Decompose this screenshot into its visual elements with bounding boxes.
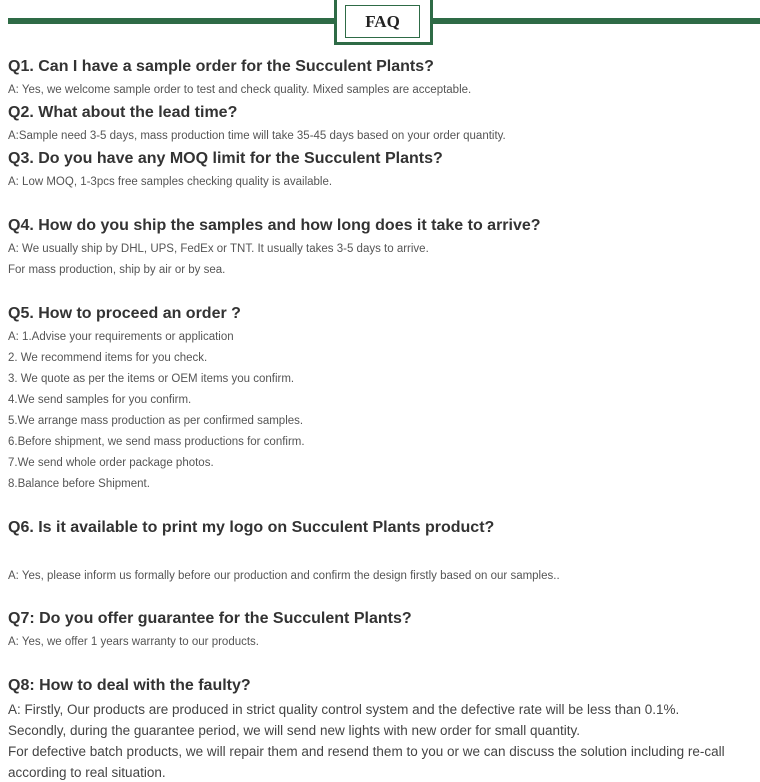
- faq-answer-1-line-1: A: Yes, we welcome sample order to test and check quality. Mixed samples are acceptable.: [8, 84, 472, 96]
- faq-answer-5-line-3: 3. We quote as per the items or OEM items you confirm.: [8, 373, 295, 385]
- faq-answer-5-line-2: 2. We recommend items for you check.: [8, 352, 208, 364]
- faq-question-5: Q5. How to proceed an order ?: [8, 305, 241, 322]
- banner-frame: [334, 0, 433, 45]
- faq-answer-5-line-5: 5.We arrange mass production as per confirmed samples.: [8, 415, 304, 427]
- faq-question-4: Q4. How do you ship the samples and how long does it take to arrive?: [8, 217, 541, 234]
- faq-answer-2-line-1: A:Sample need 3-5 days, mass production time will take 35-45 days based on your order quantity.: [8, 130, 506, 142]
- faq-answer-3-line-1: A: Low MOQ, 1-3pcs free samples checking quality is available.: [8, 176, 333, 188]
- faq-question-3: Q3. Do you have any MOQ limit for the Succulent Plants?: [8, 150, 443, 167]
- banner-divider-left: [8, 18, 334, 24]
- faq-question-1: Q1. Can I have a sample order for the Succulent Plants?: [8, 58, 434, 75]
- faq-answer-4-line-1: A: We usually ship by DHL, UPS, FedEx or TNT. It usually takes 3-5 days to arrive.: [8, 243, 429, 255]
- faq-answer-7-line-1: A: Yes, we offer 1 years warranty to our products.: [8, 636, 260, 648]
- faq-answer-8-line-3: For defective batch products, we will repair them and resend them to you or we can discuss the solution including re-call: [8, 744, 725, 759]
- faq-answer-5-line-4: 4.We send samples for you confirm.: [8, 394, 192, 406]
- faq-answer-8-line-1: A: Firstly, Our products are produced in strict quality control system and the defective rate will be less than 0.1%.: [8, 702, 680, 717]
- faq-question-6: Q6. Is it available to print my logo on Succulent Plants product?: [8, 519, 495, 536]
- faq-answer-6-line-1: A: Yes, please inform us formally before our production and confirm the design firstly based on our samples..: [8, 570, 560, 582]
- faq-answer-5-line-7: 7.We send whole order package photos.: [8, 457, 214, 469]
- faq-answer-5-line-1: A: 1.Advise your requirements or application: [8, 331, 234, 343]
- faq-question-8: Q8: How to deal with the faulty?: [8, 677, 251, 694]
- faq-question-7: Q7: Do you offer guarantee for the Succulent Plants?: [8, 610, 412, 627]
- faq-answer-8-line-2: Secondly, during the guarantee period, we will send new lights with new order for small quantity.: [8, 723, 581, 738]
- faq-answer-8-line-4: according to real situation.: [8, 765, 166, 780]
- banner-title: FAQ: [345, 5, 420, 38]
- faq-question-2: Q2. What about the lead time?: [8, 104, 238, 121]
- faq-answer-5-line-6: 6.Before shipment, we send mass productions for confirm.: [8, 436, 305, 448]
- faq-answer-4-line-2: For mass production, ship by air or by sea.: [8, 264, 226, 276]
- faq-banner: [0, 0, 760, 48]
- faq-answer-5-line-8: 8.Balance before Shipment.: [8, 478, 150, 490]
- banner-divider-right: [431, 18, 760, 24]
